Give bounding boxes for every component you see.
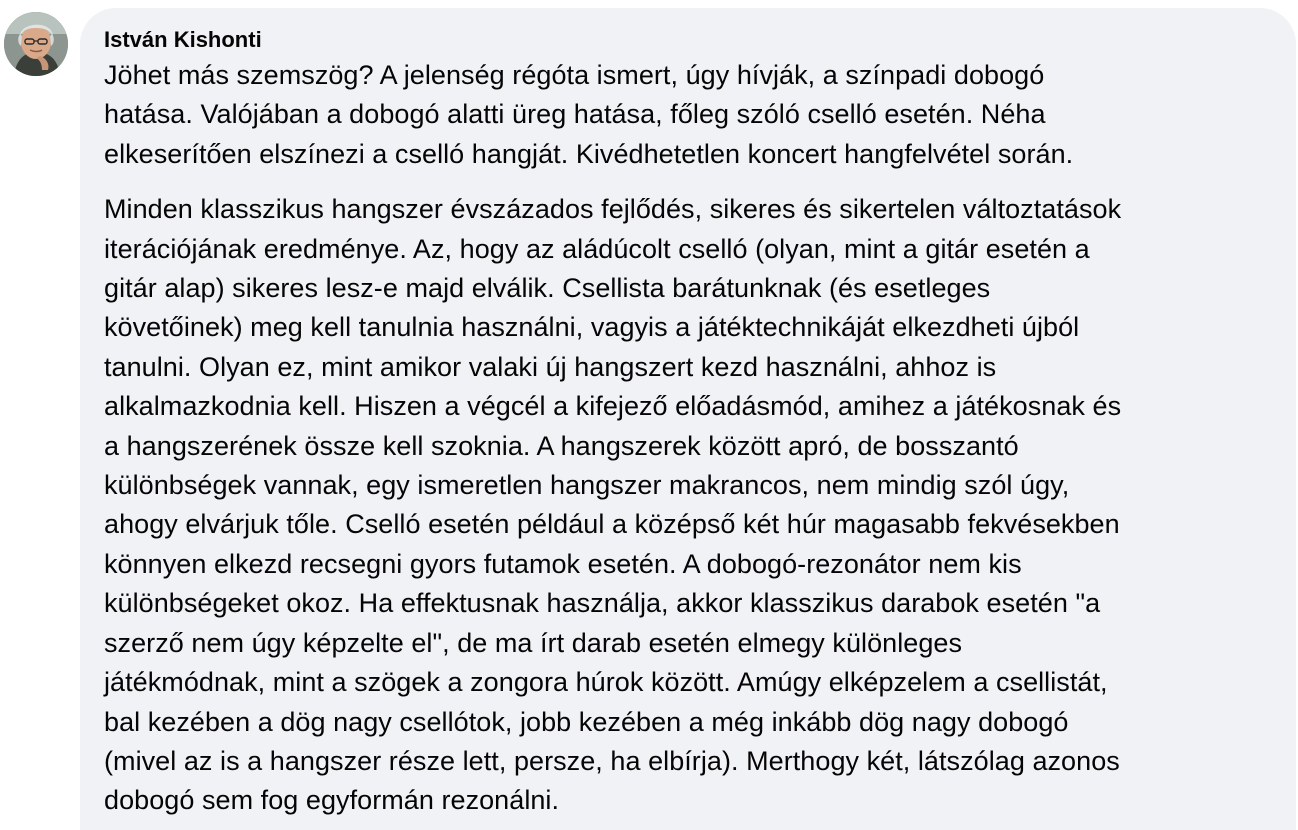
text-line: ahogy elvárjuk tőle. Cselló esetén például a középső két húr magasabb fekvésekben [104, 509, 1120, 540]
text-line: elkeserítően elszínezi a cselló hangját. Kivédhetetlen koncert hangfelvétel során. [104, 138, 1074, 169]
text-line: hatása. Valójában a dobogó alatti üreg hatása, főleg szóló cselló esetén. Néha [104, 99, 1046, 130]
text-line: dobogó sem fog egyformán rezonálni. [104, 785, 560, 816]
text-line: Jöhet más szemszög? A jelenség régóta ismert, úgy hívják, a színpadi dobogó [104, 60, 1045, 90]
text-line: követőinek) meg kell tanulnia használni, vagyis a játéktechnikáját elkezdheti újból [104, 312, 1080, 343]
text-line: tanulni. Olyan ez, mint amikor valaki új hangszert kezd használni, ahhoz is [104, 351, 997, 382]
text-line: bal kezében a dög nagy csellótok, jobb kezében a még inkább dög nagy dobogó [104, 706, 1069, 737]
user-avatar-icon [4, 12, 68, 76]
text-line: gitár alap) sikeres lesz-e majd elválik. Csellista barátunknak (és esetleges [104, 273, 991, 304]
comment-paragraph [104, 56, 1272, 174]
text-line: Minden klasszikus hangszer évszázados fejlődés, sikeres és sikertelen változtatások [104, 194, 1122, 225]
text-line: iterációjának eredménye. Az, hogy az aládúcolt cselló (olyan, mint a gitár esetén a [104, 233, 1090, 264]
text-line: alkalmazkodnia kell. Hiszen a végcél a kifejező előadásmód, amihez a játékosnak és [104, 391, 1122, 422]
text-line: különbségek vannak, egy ismeretlen hangszer makrancos, nem mindig szól úgy, [104, 470, 1070, 501]
avatar[interactable] [4, 12, 68, 76]
text-line: a hangszerének össze kell szoknia. A hangszerek között apró, de bosszantó [104, 430, 1019, 461]
text-line: különbségeket okoz. Ha effektusnak használja, akkor klasszikus darabok esetén "a [104, 588, 1101, 619]
author-name[interactable]: István Kishonti [104, 27, 262, 52]
text-line: könnyen elkezd recsegni gyors futamok esetén. A dobogó-rezonátor nem kis [104, 548, 1022, 579]
text-line: szerző nem úgy képzelte el", de ma írt darab esetén elmegy különleges [104, 627, 962, 658]
comment-paragraph [104, 190, 1272, 821]
text-line: játékmódnak, mint a szögek a zongora húrok között. Amúgy elképzelem a csellistát, [104, 667, 1108, 698]
text-line: (mivel az is a hangszer része lett, persze, ha elbírja). Merthogy két, látszólag azonos [104, 745, 1120, 776]
comment-bubble [80, 8, 1296, 830]
